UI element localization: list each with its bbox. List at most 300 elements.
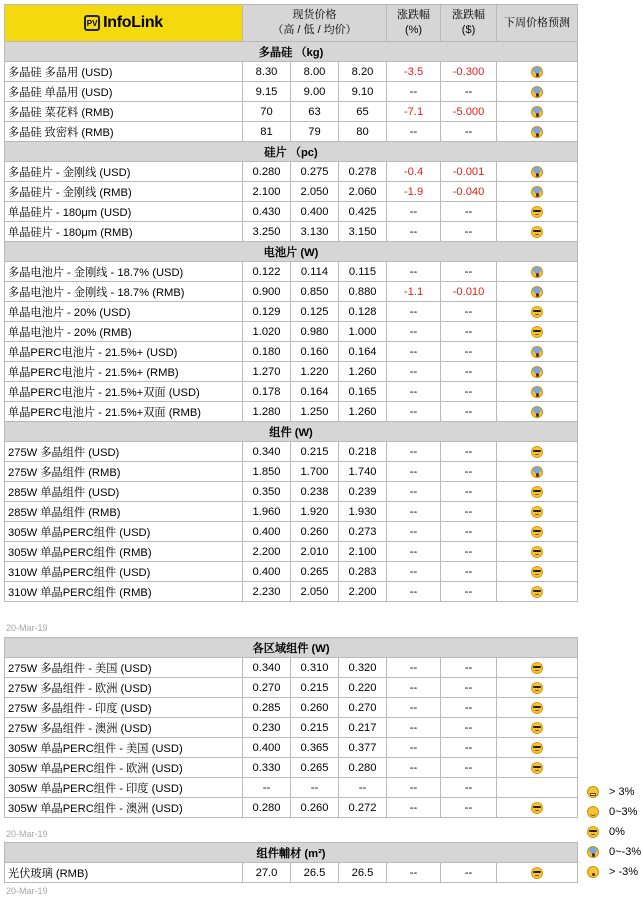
- change-pct: --: [387, 262, 441, 282]
- section-header-row: [5, 843, 578, 863]
- price-high: 8.30: [243, 62, 291, 82]
- price-row: [5, 282, 578, 302]
- change-abs: --: [441, 442, 497, 462]
- scream-face-icon: [531, 186, 543, 198]
- cool-face-icon: [531, 742, 543, 754]
- change-pct: --: [387, 462, 441, 482]
- scream-face-icon: [531, 106, 543, 118]
- product-name: 单晶硅片 - 180μm (RMB): [5, 222, 243, 242]
- price-avg: 0.164: [339, 342, 387, 362]
- price-row: [5, 562, 578, 582]
- scream-face-icon: [531, 286, 543, 298]
- price-row: [5, 482, 578, 502]
- price-avg: 0.320: [339, 658, 387, 678]
- cool-face-icon: [531, 762, 543, 774]
- price-row: [5, 678, 578, 698]
- product-name: 单晶PERC电池片 - 21.5%+双面 (RMB): [5, 402, 243, 422]
- price-low: 1.920: [291, 502, 339, 522]
- price-high: 0.230: [243, 718, 291, 738]
- cool-face-icon: [531, 326, 543, 338]
- price-low: 2.050: [291, 582, 339, 602]
- change-abs-unit: ($): [461, 24, 476, 36]
- section-header-row: [5, 242, 578, 262]
- price-avg: 2.100: [339, 542, 387, 562]
- price-high: 70: [243, 102, 291, 122]
- section-header-row: [5, 638, 578, 658]
- legend-label: > -3%: [609, 866, 639, 878]
- product-name: 多晶电池片 - 金刚线 - 18.7% (USD): [5, 262, 243, 282]
- forecast-cell: [497, 863, 578, 883]
- price-avg: 0.280: [339, 758, 387, 778]
- cool-face-icon: [531, 446, 543, 458]
- cool-face-icon: [531, 306, 543, 318]
- change-abs-title: 涨跌幅: [452, 9, 486, 21]
- change-abs: --: [441, 122, 497, 142]
- product-name: 305W 单晶PERC组件 - 澳洲 (USD): [5, 798, 243, 818]
- price-high: 0.340: [243, 442, 291, 462]
- legend-label: > 3%: [609, 786, 635, 798]
- change-pct: --: [387, 698, 441, 718]
- price-avg: 0.273: [339, 522, 387, 542]
- change-pct: --: [387, 718, 441, 738]
- price-avg: 9.10: [339, 82, 387, 102]
- header-row: [5, 5, 578, 42]
- scream-face-icon: [531, 266, 543, 278]
- price-high: 0.280: [243, 162, 291, 182]
- price-low: 0.215: [291, 718, 339, 738]
- price-high: --: [243, 778, 291, 798]
- change-abs: --: [441, 863, 497, 883]
- change-pct: -1.9: [387, 182, 441, 202]
- section-header-row: [5, 42, 578, 62]
- price-row: [5, 82, 578, 102]
- cool-face-icon: [531, 682, 543, 694]
- product-name: 多晶硅 菜花料 (RMB): [5, 102, 243, 122]
- product-name: 多晶硅 致密料 (RMB): [5, 122, 243, 142]
- smile-face-icon: [587, 806, 599, 818]
- price-high: 0.180: [243, 342, 291, 362]
- price-low: 0.980: [291, 322, 339, 342]
- scrollbar[interactable]: [638, 0, 642, 900]
- cool-face-icon: [531, 486, 543, 498]
- price-low: 26.5: [291, 863, 339, 883]
- spot-price-header: [243, 5, 387, 42]
- price-low: 8.00: [291, 62, 339, 82]
- price-high: 1.850: [243, 462, 291, 482]
- product-name: 310W 单晶PERC组件 (USD): [5, 562, 243, 582]
- price-low: 79: [291, 122, 339, 142]
- price-low: 0.114: [291, 262, 339, 282]
- price-row: [5, 658, 578, 678]
- legend-label: 0~3%: [609, 806, 638, 818]
- price-avg: 1.740: [339, 462, 387, 482]
- change-abs: --: [441, 758, 497, 778]
- product-name: 285W 单晶组件 (RMB): [5, 502, 243, 522]
- price-row: [5, 162, 578, 182]
- price-avg: --: [339, 778, 387, 798]
- forecast-cell: [497, 658, 578, 678]
- price-high: 2.100: [243, 182, 291, 202]
- section-title: 组件輔材 (m²): [5, 843, 578, 863]
- forecast-cell: [497, 342, 578, 362]
- price-avg: 0.278: [339, 162, 387, 182]
- price-avg: 0.218: [339, 442, 387, 462]
- price-row: [5, 462, 578, 482]
- change-pct: --: [387, 402, 441, 422]
- date-label: 20-Mar-19: [6, 623, 48, 633]
- change-abs: --: [441, 82, 497, 102]
- price-row: [5, 382, 578, 402]
- price-high: 0.340: [243, 658, 291, 678]
- cool-face-icon: [531, 702, 543, 714]
- change-abs: --: [441, 658, 497, 678]
- change-abs: --: [441, 202, 497, 222]
- forecast-cell: [497, 302, 578, 322]
- forecast-cell: [497, 562, 578, 582]
- price-avg: 1.000: [339, 322, 387, 342]
- change-abs: -5.000: [441, 102, 497, 122]
- logo-text: InfoLink: [103, 14, 163, 31]
- price-high: 1.280: [243, 402, 291, 422]
- change-pct: --: [387, 582, 441, 602]
- price-low: 0.160: [291, 342, 339, 362]
- change-abs: --: [441, 222, 497, 242]
- change-abs: --: [441, 678, 497, 698]
- product-name: 275W 多晶组件 - 欧洲 (USD): [5, 678, 243, 698]
- cool-face-icon: [531, 586, 543, 598]
- forecast-cell: [497, 522, 578, 542]
- price-row: [5, 863, 578, 883]
- price-row: [5, 698, 578, 718]
- change-pct: --: [387, 302, 441, 322]
- price-high: 0.285: [243, 698, 291, 718]
- price-row: [5, 262, 578, 282]
- scream-face-icon: [531, 86, 543, 98]
- legend-item: [585, 802, 642, 822]
- change-abs: -0.040: [441, 182, 497, 202]
- product-name: 多晶硅片 - 金刚线 (RMB): [5, 182, 243, 202]
- price-low: 0.164: [291, 382, 339, 402]
- product-name: 多晶硅 单晶用 (USD): [5, 82, 243, 102]
- price-row: [5, 362, 578, 382]
- product-name: 单晶PERC电池片 - 21.5%+ (RMB): [5, 362, 243, 382]
- change-pct: -7.1: [387, 102, 441, 122]
- price-high: 81: [243, 122, 291, 142]
- change-pct-title: 涨跌幅: [397, 9, 431, 21]
- forecast-cell: [497, 162, 578, 182]
- change-pct: --: [387, 442, 441, 462]
- price-avg: 65: [339, 102, 387, 122]
- forecast-cell: [497, 262, 578, 282]
- price-avg: 0.217: [339, 718, 387, 738]
- product-name: 275W 多晶组件 - 美国 (USD): [5, 658, 243, 678]
- pv-badge-icon: PV: [84, 15, 100, 31]
- price-row: [5, 798, 578, 818]
- change-pct: --: [387, 522, 441, 542]
- legend-item: [585, 822, 642, 842]
- price-high: 1.270: [243, 362, 291, 382]
- price-high: 0.129: [243, 302, 291, 322]
- price-row: [5, 322, 578, 342]
- scream-face-icon: [531, 406, 543, 418]
- forecast-cell: [497, 322, 578, 342]
- cool-face-icon: [531, 802, 543, 814]
- forecast-cell: [497, 542, 578, 562]
- change-abs: --: [441, 542, 497, 562]
- price-high: 0.430: [243, 202, 291, 222]
- product-name: 275W 多晶组件 - 澳洲 (USD): [5, 718, 243, 738]
- price-high: 0.280: [243, 798, 291, 818]
- price-low: 9.00: [291, 82, 339, 102]
- change-abs: --: [441, 402, 497, 422]
- forecast-header: 下周价格预测: [497, 5, 578, 42]
- price-low: 0.265: [291, 758, 339, 778]
- change-pct: --: [387, 322, 441, 342]
- aux-table: [4, 842, 578, 883]
- change-pct: --: [387, 542, 441, 562]
- price-low: 0.275: [291, 162, 339, 182]
- change-abs: --: [441, 322, 497, 342]
- forecast-cell: [497, 382, 578, 402]
- price-avg: 1.260: [339, 402, 387, 422]
- price-row: [5, 502, 578, 522]
- spot-price-subtitle: （高 / 低 / 均价）: [272, 24, 357, 36]
- price-row: [5, 542, 578, 562]
- date-label: 20-Mar-19: [6, 886, 48, 896]
- product-name: 275W 多晶组件 (RMB): [5, 462, 243, 482]
- product-name: 305W 单晶PERC组件 - 美国 (USD): [5, 738, 243, 758]
- section-title: 组件 (W): [5, 422, 578, 442]
- change-pct: --: [387, 362, 441, 382]
- price-row: [5, 122, 578, 142]
- price-avg: 2.200: [339, 582, 387, 602]
- forecast-cell: [497, 678, 578, 698]
- forecast-cell: [497, 182, 578, 202]
- change-pct: --: [387, 678, 441, 698]
- price-row: [5, 102, 578, 122]
- price-low: 0.215: [291, 678, 339, 698]
- product-name: 275W 多晶组件 - 印度 (USD): [5, 698, 243, 718]
- forecast-cell: [497, 482, 578, 502]
- price-high: 0.122: [243, 262, 291, 282]
- price-avg: 0.377: [339, 738, 387, 758]
- cool-face-icon: [531, 206, 543, 218]
- price-row: [5, 582, 578, 602]
- product-name: 单晶PERC电池片 - 21.5%+双面 (USD): [5, 382, 243, 402]
- product-name: 单晶硅片 - 180μm (USD): [5, 202, 243, 222]
- change-pct: --: [387, 122, 441, 142]
- change-abs: --: [441, 718, 497, 738]
- change-abs: -0.300: [441, 62, 497, 82]
- price-avg: 80: [339, 122, 387, 142]
- section-header-row: [5, 142, 578, 162]
- change-pct: --: [387, 482, 441, 502]
- change-pct: --: [387, 562, 441, 582]
- scream-face-icon: [531, 126, 543, 138]
- price-row: [5, 522, 578, 542]
- change-abs: --: [441, 382, 497, 402]
- price-high: 2.200: [243, 542, 291, 562]
- forecast-cell: [497, 402, 578, 422]
- price-low: 0.260: [291, 698, 339, 718]
- change-abs: --: [441, 302, 497, 322]
- price-low: 0.125: [291, 302, 339, 322]
- change-abs: --: [441, 738, 497, 758]
- change-pct: --: [387, 738, 441, 758]
- price-high: 3.250: [243, 222, 291, 242]
- forecast-cell: [497, 122, 578, 142]
- scream-face-icon: [531, 386, 543, 398]
- price-avg: 0.880: [339, 282, 387, 302]
- price-high: 2.230: [243, 582, 291, 602]
- change-abs: --: [441, 262, 497, 282]
- price-avg: 3.150: [339, 222, 387, 242]
- product-name: 285W 单晶组件 (USD): [5, 482, 243, 502]
- change-abs: --: [441, 482, 497, 502]
- product-name: 单晶电池片 - 20% (USD): [5, 302, 243, 322]
- price-row: [5, 738, 578, 758]
- forecast-legend: [585, 782, 642, 882]
- product-name: 多晶硅 多晶用 (USD): [5, 62, 243, 82]
- legend-item: [585, 862, 642, 882]
- regional-table: [4, 637, 578, 818]
- change-pct: --: [387, 342, 441, 362]
- change-pct: -0.4: [387, 162, 441, 182]
- forecast-cell: [497, 758, 578, 778]
- legend-label: 0%: [609, 826, 625, 838]
- price-avg: 0.128: [339, 302, 387, 322]
- price-high: 9.15: [243, 82, 291, 102]
- price-low: 0.310: [291, 658, 339, 678]
- product-name: 310W 单晶PERC组件 (RMB): [5, 582, 243, 602]
- legend-item: [585, 782, 642, 802]
- price-high: 1.020: [243, 322, 291, 342]
- product-name: 305W 单晶PERC组件 (USD): [5, 522, 243, 542]
- cool-face-icon: [531, 566, 543, 578]
- price-avg: 1.260: [339, 362, 387, 382]
- change-abs: --: [441, 522, 497, 542]
- change-pct: --: [387, 798, 441, 818]
- product-name: 多晶电池片 - 金刚线 - 18.7% (RMB): [5, 282, 243, 302]
- forecast-cell: [497, 698, 578, 718]
- cool-face-icon: [531, 506, 543, 518]
- change-abs: --: [441, 798, 497, 818]
- price-low: 0.238: [291, 482, 339, 502]
- price-avg: 0.283: [339, 562, 387, 582]
- price-high: 0.400: [243, 738, 291, 758]
- price-avg: 0.220: [339, 678, 387, 698]
- price-row: [5, 778, 578, 798]
- forecast-cell: [497, 798, 578, 818]
- forecast-cell: [497, 442, 578, 462]
- price-low: 0.400: [291, 202, 339, 222]
- change-pct: --: [387, 382, 441, 402]
- forecast-cell: [497, 202, 578, 222]
- cool-face-icon: [531, 662, 543, 674]
- scream-face-icon: [531, 66, 543, 78]
- price-row: [5, 442, 578, 462]
- forecast-cell: [497, 82, 578, 102]
- price-row: [5, 202, 578, 222]
- product-name: 光伏玻璃 (RMB): [5, 863, 243, 883]
- grimace-face-icon: [587, 786, 599, 798]
- price-avg: 0.425: [339, 202, 387, 222]
- price-avg: 2.060: [339, 182, 387, 202]
- section-header-row: [5, 422, 578, 442]
- price-low: 0.265: [291, 562, 339, 582]
- product-name: 单晶电池片 - 20% (RMB): [5, 322, 243, 342]
- price-row: [5, 342, 578, 362]
- change-abs: --: [441, 342, 497, 362]
- scream-face-icon: [531, 166, 543, 178]
- scream-face-icon: [587, 846, 599, 858]
- change-pct: --: [387, 222, 441, 242]
- logo: [5, 5, 243, 42]
- change-pct: --: [387, 502, 441, 522]
- price-low: 1.700: [291, 462, 339, 482]
- legend-label: 0~-3%: [609, 846, 642, 858]
- change-abs: -0.001: [441, 162, 497, 182]
- date-label: 20-Mar-19: [6, 829, 48, 839]
- change-pct: --: [387, 863, 441, 883]
- cool-face-icon: [587, 826, 599, 838]
- change-abs-header: [441, 5, 497, 42]
- change-pct: --: [387, 778, 441, 798]
- price-high: 0.400: [243, 562, 291, 582]
- forecast-cell: [497, 102, 578, 122]
- section-title: 多晶硅 （kg): [5, 42, 578, 62]
- forecast-cell: [497, 462, 578, 482]
- price-avg: 0.165: [339, 382, 387, 402]
- price-row: [5, 718, 578, 738]
- change-pct: --: [387, 202, 441, 222]
- change-abs: --: [441, 362, 497, 382]
- price-row: [5, 402, 578, 422]
- forecast-cell: [497, 222, 578, 242]
- price-avg: 1.930: [339, 502, 387, 522]
- forecast-cell: [497, 738, 578, 758]
- product-name: 305W 单晶PERC组件 (RMB): [5, 542, 243, 562]
- product-name: 单晶PERC电池片 - 21.5%+ (USD): [5, 342, 243, 362]
- change-pct: --: [387, 658, 441, 678]
- price-low: 2.050: [291, 182, 339, 202]
- cool-face-icon: [531, 546, 543, 558]
- forecast-cell: [497, 362, 578, 382]
- price-avg: 8.20: [339, 62, 387, 82]
- cool-face-icon: [531, 867, 543, 879]
- change-abs: -0.010: [441, 282, 497, 302]
- change-pct-unit: (%): [404, 24, 423, 36]
- price-low: 0.260: [291, 522, 339, 542]
- legend-item: [585, 842, 642, 862]
- price-high: 0.178: [243, 382, 291, 402]
- cool-face-icon: [531, 526, 543, 538]
- price-row: [5, 62, 578, 82]
- price-high: 0.350: [243, 482, 291, 502]
- price-row: [5, 758, 578, 778]
- price-low: 1.250: [291, 402, 339, 422]
- forecast-cell: [497, 718, 578, 738]
- price-high: 27.0: [243, 863, 291, 883]
- shock-face-icon: [587, 866, 599, 878]
- cool-face-icon: [531, 722, 543, 734]
- cool-face-icon: [531, 226, 543, 238]
- price-high: 0.900: [243, 282, 291, 302]
- forecast-cell: [497, 502, 578, 522]
- price-high: 0.330: [243, 758, 291, 778]
- price-avg: 0.272: [339, 798, 387, 818]
- price-low: 63: [291, 102, 339, 122]
